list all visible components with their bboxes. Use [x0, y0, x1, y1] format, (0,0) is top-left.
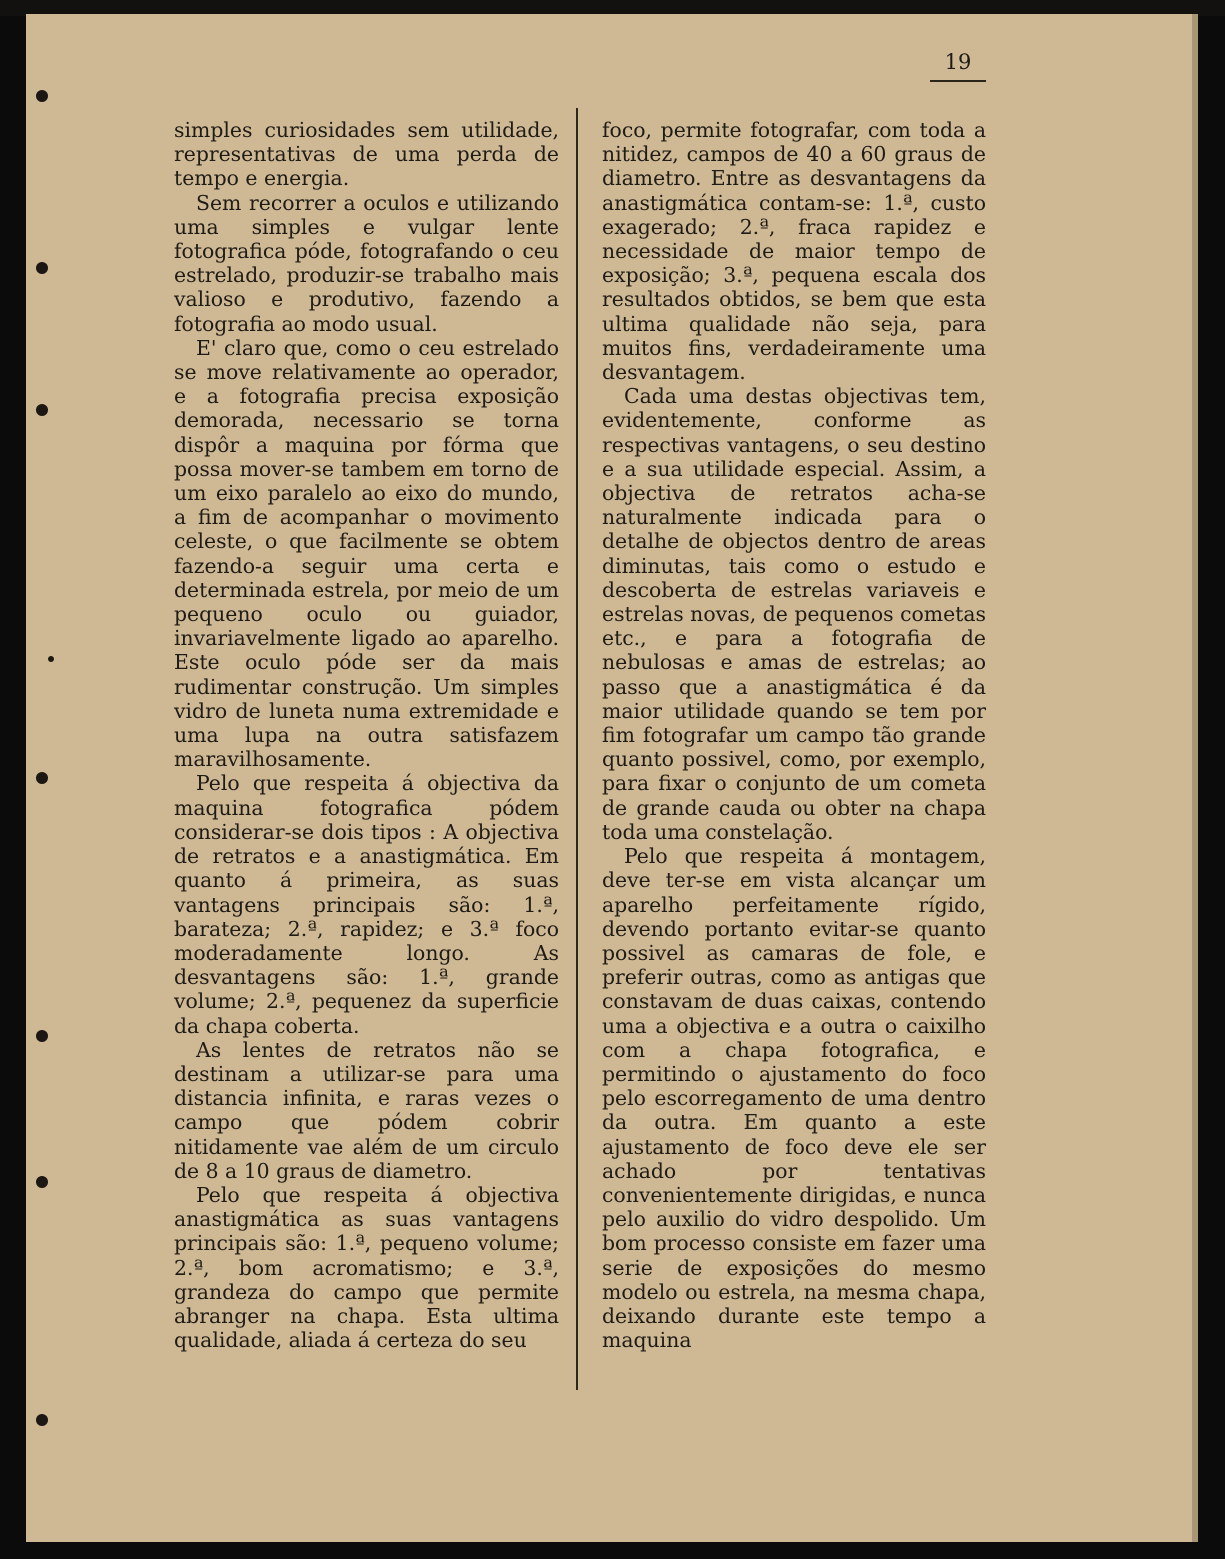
right-text-column — [602, 118, 986, 1352]
binding-hole — [36, 772, 48, 784]
paragraph: Sem recorrer a oculos e utilizando uma simples e vulgar lente fotografica póde, fotografando o ceu estrelado, produzir-se trabalho mais valioso e produtivo, fazendo a fotografia ao modo usual. — [174, 190, 559, 336]
left-text-column — [174, 118, 559, 1352]
paragraph: As lentes de retratos não se destinam a utilizar-se para uma distancia infinita, e raras vezes o campo que pódem cobrir nitidamente vae além de um circulo de 8 a 10 graus de diametro. — [174, 1037, 559, 1183]
paragraph: Pelo que respeita á objectiva da maquina fotografica pódem considerar-se dois tipos : A objectiva de retratos e a anastigmática. Em quanto á primeira, as suas vantagens principais são: 1.ª, barateza; 2.ª, rapidez; e 3.ª foco moderadamente longo. As desvantagens são: 1.ª, grande volume; 2.ª, pequenez da superficie da chapa coberta. — [174, 771, 559, 1038]
column-divider — [576, 108, 578, 1390]
paragraph: simples curiosidades sem utilidade, representativas de uma perda de tempo e energia. — [174, 118, 559, 191]
binding-hole — [36, 262, 48, 274]
binding-hole — [36, 90, 48, 102]
paragraph: Pelo que respeita á montagem, deve ter-se em vista alcançar um aparelho perfeitamente rígido, devendo portanto evitar-se quanto possivel as camaras de fole, e preferir outras, como as antigas que constavam de duas caixas, contendo uma a objectiva e a outra o caixilho com a chapa fotografica, e permitindo o ajustamento do foco pelo escorregamento de uma dentro da outra. Em quanto a este ajustamento de foco deve ele ser achado por tentativas convenientemente dirigidas, e nunca pelo auxilio do vidro despolido. Um bom processo consiste em fazer uma serie de exposições do mesmo modelo ou estrela, na mesma chapa, deixando durante este tempo a maquina — [602, 844, 986, 1353]
page-number: 19 — [930, 50, 986, 82]
paragraph: Pelo que respeita á objectiva anastigmática as suas vantagens principais são: 1.ª, pequeno volume; 2.ª, bom acromatismo; e 3.ª, grandeza do campo que permite abranger na chapa. Esta ultima qualidade, aliada á certeza do seu — [174, 1182, 559, 1353]
paragraph: E' claro que, como o ceu estrelado se move relativamente ao operador, e a fotografia precisa exposição demorada, necessario se torna dispôr a maquina por fórma que possa mover-se tambem em torno de um eixo paralelo ao eixo do mundo, a fim de acompanhar o movimento celeste, o que facilmente se obtem fazendo-a seguir uma certa e determinada estrela, por meio de um pequeno oculo ou guiador, invariavelmente ligado ao aparelho. Este oculo póde ser da mais rudimentar construção. Um simples vidro de luneta numa extremidade e uma lupa na outra satisfazem maravilhosamente. — [174, 335, 559, 772]
binding-hole — [36, 1030, 48, 1042]
paragraph: foco, permite fotografar, com toda a nitidez, campos de 40 a 60 graus de diametro. Entre as desvantagens da anastigmática contam-se: 1.ª, custo exagerado; 2.ª, fraca rapidez e necessidade de maior tempo de exposição; 3.ª, pequena escala dos resultados obtidos, se bem que esta ultima qualidade não seja, para muitos fins, verdadeiramente uma desvantagem. — [602, 118, 986, 385]
binding-hole — [48, 656, 54, 662]
binding-hole — [36, 1176, 48, 1188]
binding-hole — [36, 404, 48, 416]
binding-hole — [36, 1414, 48, 1426]
paragraph: Cada uma destas objectivas tem, evidentemente, conforme as respectivas vantagens, o seu destino e a sua utilidade especial. Assim, a objectiva de retratos acha-se naturalmente indicada para o detalhe de objectos dentro de areas diminutas, tais como o estudo e descoberta de estrelas variaveis e estrelas novas, de pequenos cometas etc., e para a fotografia de nebulosas e amas de estrelas; ao passo que a anastigmática é da maior utilidade quando se tem por fim fotografar um campo tão grande quanto possivel, como, por exemplo, para fixar o conjunto de um cometa de grande cauda ou obter na chapa toda uma constelação. — [602, 384, 986, 844]
